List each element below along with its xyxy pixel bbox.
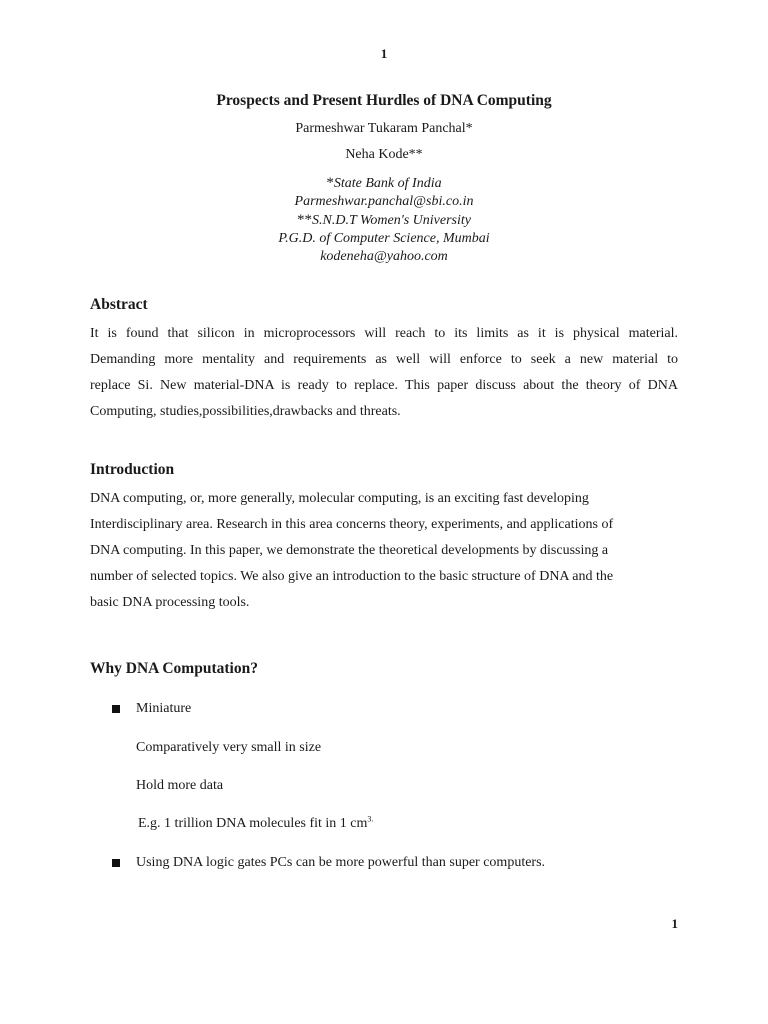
- author-1: Parmeshwar Tukaram Panchal*: [295, 121, 473, 136]
- affiliation-mark-1: *: [326, 175, 334, 191]
- why-dna-heading: Why DNA Computation?: [90, 660, 258, 677]
- affiliation-email-1: Parmeshwar.panchal@sbi.co.in: [294, 193, 474, 209]
- introduction-heading: Introduction: [90, 461, 175, 478]
- abstract-line: Computing, studies,possibilities,drawbacks and threats.: [90, 404, 401, 419]
- introduction-line: DNA computing, or, more generally, molecular computing, is an exciting fast developing: [90, 491, 589, 506]
- introduction-line: Interdisciplinary area. Research in this area concerns theory, experiments, and applications of: [90, 517, 614, 532]
- superscript: 3.: [367, 814, 374, 824]
- affiliations-block: [0, 174, 768, 267]
- affiliation-line-1: [0, 174, 768, 193]
- abstract-body: [90, 321, 678, 425]
- square-bullet-icon: [112, 705, 120, 713]
- bullet-label: Using DNA logic gates PCs can be more powerful than super computers.: [136, 855, 546, 870]
- sub-item: [138, 816, 373, 832]
- abstract-line: Demanding more mentality and requirements as well will enforce to seek a new material to: [90, 352, 678, 367]
- page-number-top: 1: [380, 46, 388, 61]
- introduction-line: DNA computing. In this paper, we demonstrate the theoretical developments by discussing a: [90, 543, 609, 558]
- affiliation-line-3: [0, 211, 768, 230]
- abstract-line: It is found that silicon in microprocessors will reach to its limits as it is physical material.: [90, 326, 678, 341]
- square-bullet-icon: [112, 859, 120, 867]
- paper-title: Prospects and Present Hurdles of DNA Computing: [216, 92, 552, 109]
- affiliation-department: P.G.D. of Computer Science, Mumbai: [278, 230, 490, 246]
- abstract-line: replace Si. New material-DNA is ready to replace. This paper discuss about the theory of DNA: [90, 378, 678, 393]
- sub-item-text: E.g. 1 trillion DNA molecules fit in 1 cm: [138, 816, 368, 831]
- affiliation-text-1: State Bank of India: [333, 176, 442, 191]
- introduction-body: [90, 486, 678, 616]
- affiliation-mark-2: **: [297, 212, 313, 228]
- introduction-line: basic DNA processing tools.: [90, 595, 250, 610]
- affiliation-text-3: S.N.D.T Women's University: [312, 213, 471, 228]
- bullet-label: Miniature: [136, 701, 192, 716]
- introduction-line: number of selected topics. We also give an introduction to the basic structure of DNA and the: [90, 569, 614, 584]
- page-number-bottom: 1: [671, 916, 678, 931]
- affiliation-email-2: kodeneha@yahoo.com: [320, 249, 448, 264]
- abstract-heading: Abstract: [90, 296, 148, 313]
- bullet-item-miniature: [112, 701, 191, 717]
- sub-item: Hold more data: [136, 778, 224, 793]
- sub-item: Comparatively very small in size: [136, 740, 322, 755]
- bullet-item-logic-gates: [112, 855, 545, 871]
- author-2: Neha Kode**: [345, 147, 423, 162]
